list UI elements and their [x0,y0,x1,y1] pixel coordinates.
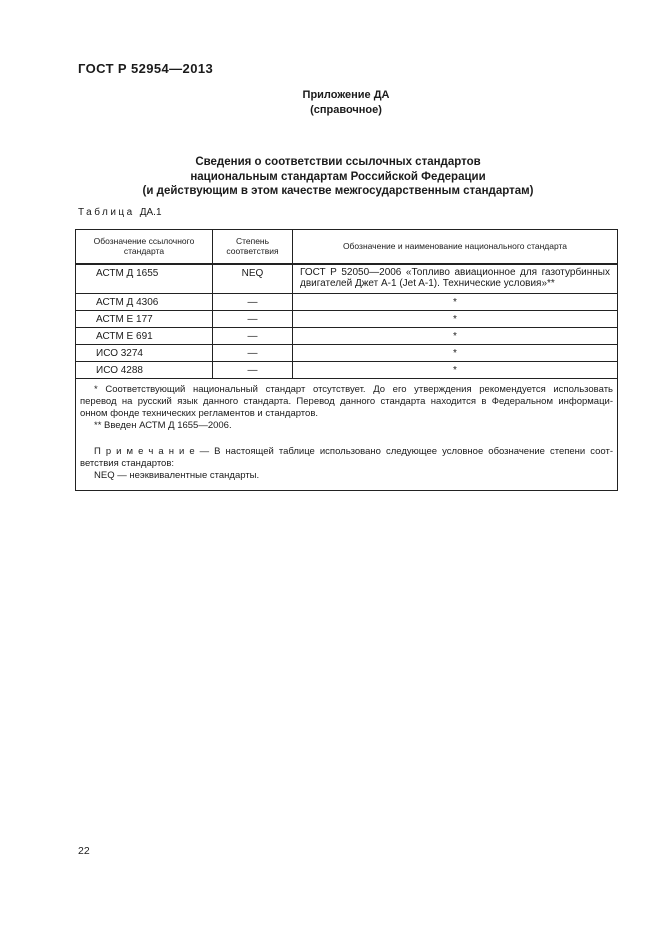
table-row [76,310,618,327]
cell-reference-standard: АСТМ Е 691 [76,327,213,344]
table-caption [78,207,162,218]
table-footnote-row [76,378,618,490]
standards-correspondence-table [75,229,618,491]
footnote-line: ** Введен АСТМ Д 1655—2006. [94,420,232,432]
table-footnote-cell [76,378,618,490]
cell-reference-standard: АСТМ Е 177 [76,310,213,327]
page-number: 22 [78,845,90,857]
cell-degree: NEQ [213,264,293,294]
cell-reference-standard: АСТМ Д 4306 [76,293,213,310]
cell-national-standard: ГОСТ Р 52050—2006 «Топливо авиационное для газотурбинных двигателей Джет А-1 (Jet A-1). Технические условия»** [293,264,618,294]
table-header-row [76,230,618,264]
note-line: ветствия стандартов: [80,457,175,469]
table-caption-word: Таблица [78,207,135,218]
col-header-national-standard: Обозначение и наименование национального стандарта [293,230,618,264]
table-note [80,446,613,483]
footnote-line: перевод на русский язык данного стандарта. Перевод данного стандарта находится в Федеральном информаци- [80,395,613,407]
cell-reference-standard: АСТМ Д 1655 [76,264,213,294]
table-row [76,344,618,361]
cell-national-standard: * [293,293,618,310]
doc-number: ГОСТ Р 52954—2013 [78,61,214,76]
cell-degree: — [213,344,293,361]
appendix-heading [75,88,617,118]
table-row [76,361,618,378]
footnote-line: * Соответствующий национальный стандарт отсутствует. До его утверждения рекомендуется использовать [94,383,613,395]
section-title-line: Сведения о соответствии ссылочных стандартов [195,156,481,168]
cell-degree: — [213,310,293,327]
section-title-line: (и действующим в этом качестве межгосударственным стандартам) [142,185,534,197]
cell-national-standard: * [293,310,618,327]
note-line: NEQ — неэквивалентные стандарты. [94,470,260,482]
cell-national-standard: * [293,361,618,378]
table-row [76,293,618,310]
table-caption-number: ДА.1 [139,207,162,218]
footnote-line: онном фонде технических регламентов и стандартов. [80,408,319,420]
cell-degree: — [213,327,293,344]
cell-national-standard: * [293,344,618,361]
appendix-type: (справочное) [310,104,382,116]
note-line: П р и м е ч а н и е — В настоящей таблице использовано следующее условное обозначение степени соот- [94,445,613,457]
section-title [60,155,616,199]
table-row [76,327,618,344]
cell-degree: — [213,361,293,378]
col-header-degree: Степень соответствия [213,230,293,264]
cell-reference-standard: ИСО 3274 [76,344,213,361]
table-row [76,264,618,294]
col-header-reference-standard: Обозначение ссылочного стандарта [76,230,213,264]
appendix-label: Приложение ДА [302,89,390,101]
cell-national-standard: * [293,327,618,344]
cell-reference-standard: ИСО 4288 [76,361,213,378]
section-title-line: национальным стандартам Российской Федерации [190,170,486,183]
cell-degree: — [213,293,293,310]
